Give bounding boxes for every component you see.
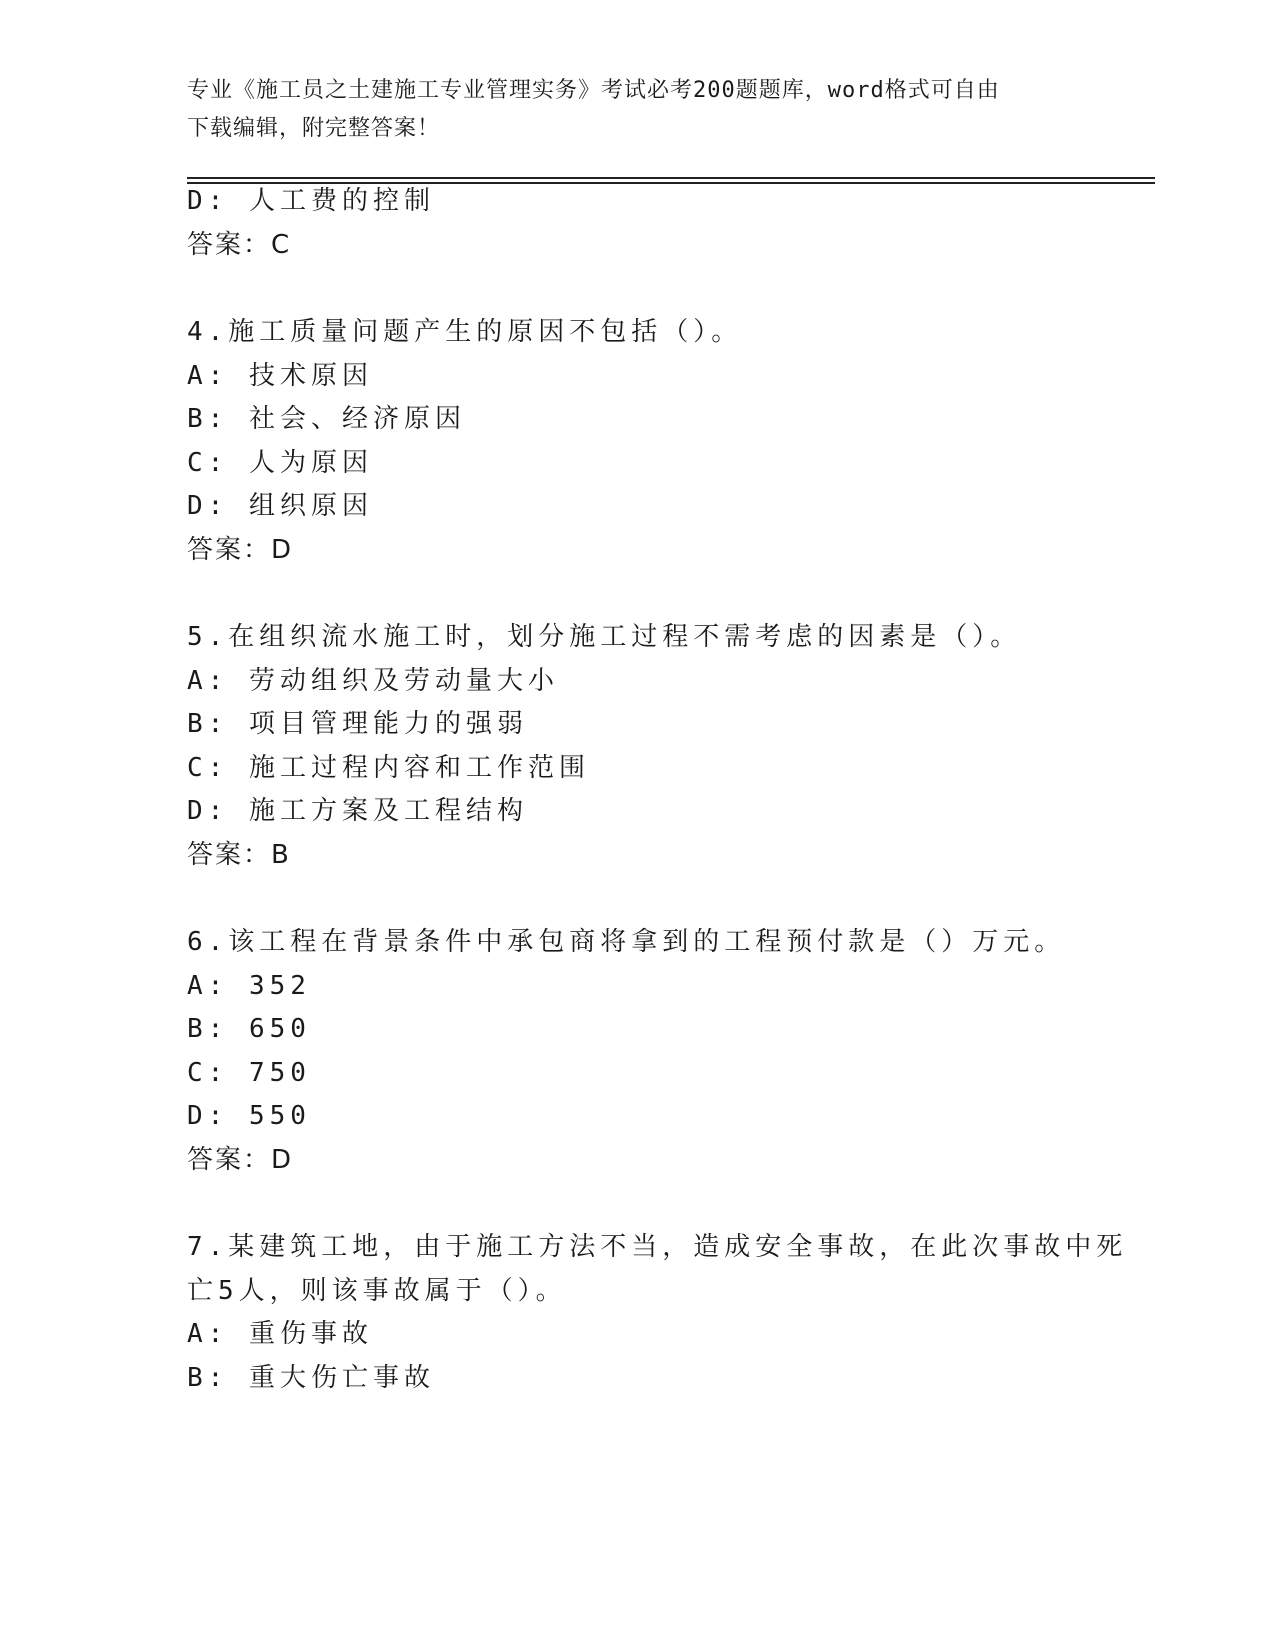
option-a: A: 重伤事故 — [187, 1319, 373, 1349]
answer: 答案：D — [187, 535, 294, 565]
answer: 答案：B — [187, 840, 291, 870]
option-d: D: 施工方案及工程结构 — [187, 796, 528, 826]
header-divider — [187, 177, 1155, 184]
question-stem: 6.该工程在背景条件中承包商将拿到的工程预付款是（）万元。 — [187, 927, 1066, 957]
header-title-line-2: 下载编辑，附完整答案！ — [187, 116, 441, 141]
document-header — [187, 72, 1067, 148]
option-b: B: 重大伤亡事故 — [187, 1363, 435, 1393]
option-a: A: 劳动组织及劳动量大小 — [187, 666, 559, 696]
question-stem-line-1: 7.某建筑工地，由于施工方法不当，造成安全事故，在此次事故中死 — [187, 1232, 1128, 1262]
answer: 答案：C — [187, 230, 292, 260]
question-stem: 5.在组织流水施工时，划分施工过程不需考虑的因素是（）。 — [187, 622, 1022, 652]
option-d: D: 人工费的控制 — [187, 186, 435, 216]
question-stem: 4.施工质量问题产生的原因不包括（）。 — [187, 317, 743, 347]
option-c: C: 施工过程内容和工作范围 — [187, 753, 590, 783]
option-c: C: 750 — [187, 1058, 311, 1088]
option-c: C: 人为原因 — [187, 448, 373, 478]
answer: 答案：D — [187, 1145, 294, 1175]
question-stem-line-2: 亡5人，则该事故属于（）。 — [187, 1276, 567, 1306]
option-b: B: 社会、经济原因 — [187, 404, 466, 434]
header-title-line-1: 专业《施工员之土建施工专业管理实务》考试必考200题题库，word格式可自由 — [187, 78, 1000, 103]
option-d: D: 550 — [187, 1101, 311, 1131]
option-d: D: 组织原因 — [187, 491, 373, 521]
option-a: A: 技术原因 — [187, 361, 373, 391]
option-b: B: 项目管理能力的强弱 — [187, 709, 528, 739]
option-b: B: 650 — [187, 1014, 311, 1044]
option-a: A: 352 — [187, 971, 311, 1001]
